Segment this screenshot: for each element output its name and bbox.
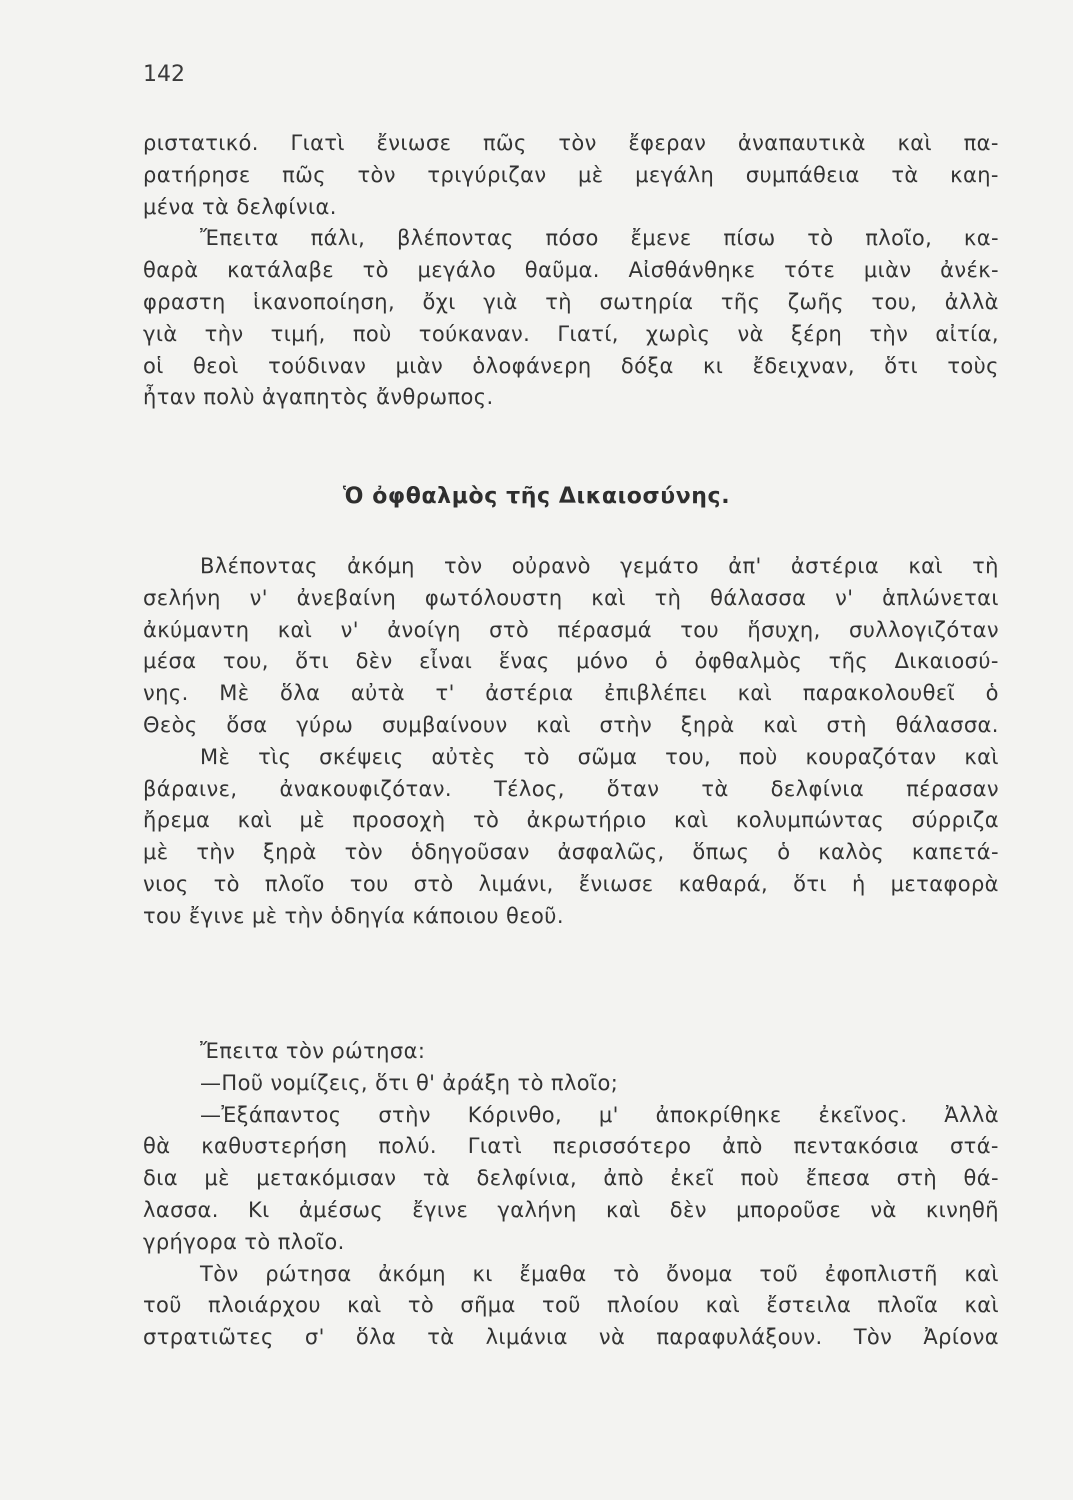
section-heading: Ὁ ὀφθαλμὸς τῆς Δικαιοσύνης. — [342, 484, 731, 509]
text-line: οἱ θεοὶ τούδιναν μιὰν ὁλοφάνερη δόξα κι ἔδειχναν, ὅτι τοὺς — [143, 353, 999, 378]
text-line: Τὸν ρώτησα ἀκόμη κι ἔμαθα τὸ ὄνομα τοῦ ἐφοπλιστῆ καὶ — [200, 1261, 999, 1286]
text-line: λασσα. Κι ἀμέσως ἔγινε γαλήνη καὶ δὲν μποροῦσε νὰ κινηθῆ — [143, 1197, 999, 1222]
text-line: Μὲ τὶς σκέψεις αὐτὲς τὸ σῶμα του, ποὺ κουραζόταν καὶ — [200, 744, 999, 769]
text-line: Βλέποντας ἀκόμη τὸν οὐρανὸ γεμάτο ἀπ' ἀστέρια καὶ τὴ — [200, 554, 999, 578]
text-line: —Ποῦ νομίζεις, ὅτι θ' ἀράξη τὸ πλοῖο; — [200, 1070, 619, 1095]
text-line: γιὰ τὴν τιμή, ποὺ τούκαναν. Γιατί, χωρὶς νὰ ξέρη τὴν αἰτία, — [143, 321, 999, 346]
text-line: σελήνη ν' ἀνεβαίνη φωτόλουστη καὶ τὴ θάλασσα ν' ἁπλώνεται — [143, 585, 999, 610]
text-line: θαρὰ κατάλαβε τὸ μεγάλο θαῦμα. Αἰσθάνθηκε τότε μιὰν ἀνέκ- — [143, 258, 999, 283]
text-line: βάραινε, ἀνακουφιζόταν. Τέλος, ὅταν τὰ δελφίνια πέρασαν — [143, 776, 999, 801]
text-line: μέσα του, ὅτι δὲν εἶναι ἕνας μόνο ὁ ὀφθαλμὸς τῆς Δικαιοσύ- — [143, 649, 999, 674]
text-line: Ἔπειτα τὸν ρώτησα: — [200, 1039, 426, 1063]
text-line: —Ἐξάπαντος στὴν Κόρινθο, μ' ἀποκρίθηκε ἐκεῖνος. Ἀλλὰ — [200, 1102, 999, 1127]
text-line: ἤρεμα καὶ μὲ προσοχὴ τὸ ἀκρωτήριο καὶ κολυμπώντας σύρριζα — [143, 808, 999, 833]
text-line: Θεὸς ὅσα γύρω συμβαίνουν καὶ στὴν ξηρὰ καὶ στὴ θάλασσα. — [143, 712, 999, 737]
text-line: Ἔπειτα πάλι, βλέποντας πόσο ἔμενε πίσω τὸ πλοῖο, κα- — [200, 226, 999, 251]
text-line: νιος τὸ πλοῖο του στὸ λιμάνι, ἔνιωσε καθαρά, ὅτι ἡ μεταφορὰ — [143, 871, 999, 896]
text-line: μὲ τὴν ξηρὰ τὸν ὁδηγοῦσαν ἀσφαλῶς, ὅπως ὁ καλὸς καπετά- — [143, 840, 999, 865]
text-line: ἦταν πολὺ ἀγαπητὸς ἄνθρωπος. — [143, 385, 494, 410]
text-block-dialogue — [143, 1036, 999, 1354]
text-line: νης. Μὲ ὅλα αὐτὰ τ' ἀστέρια ἐπιβλέπει καὶ παρακολουθεῖ ὁ — [143, 681, 999, 706]
text-line: ριστατικό. Γιατὶ ἔνιωσε πῶς τὸν ἔφεραν ἀναπαυτικὰ καὶ πα- — [143, 131, 999, 155]
text-block-opening — [143, 128, 999, 414]
text-line: ρατήρησε πῶς τὸν τριγύριζαν μὲ μεγάλη συμπάθεια τὰ καη- — [143, 162, 999, 187]
text-line: στρατιῶτες σ' ὅλα τὰ λιμάνια νὰ παραφυλάξουν. Τὸν Ἀρίονα — [143, 1325, 999, 1350]
page-number: 142 — [143, 62, 185, 87]
text-line: φραστη ἱκανοποίηση, ὄχι γιὰ τὴ σωτηρία τῆς ζωῆς του, ἀλλὰ — [143, 289, 999, 314]
text-line: ἀκύμαντη καὶ ν' ἀνοίγη στὸ πέρασμά του ἥσυχη, συλλογιζόταν — [143, 617, 999, 642]
text-line: γρήγορα τὸ πλοῖο. — [143, 1229, 345, 1254]
text-line: μένα τὰ δελφίνια. — [143, 194, 337, 219]
text-block-main — [143, 551, 999, 933]
text-line: του ἔγινε μὲ τὴν ὁδηγία κάποιου θεοῦ. — [143, 903, 564, 928]
text-line: τοῦ πλοιάρχου καὶ τὸ σῆμα τοῦ πλοίου καὶ ἔστειλα πλοῖα καὶ — [143, 1293, 999, 1318]
text-line: θὰ καθυστερήση πολύ. Γιατὶ περισσότερο ἀπὸ πεντακόσια στά- — [143, 1134, 999, 1159]
text-line: δια μὲ μετακόμισαν τὰ δελφίνια, ἀπὸ ἐκεῖ ποὺ ἔπεσα στὴ θά- — [143, 1166, 999, 1191]
